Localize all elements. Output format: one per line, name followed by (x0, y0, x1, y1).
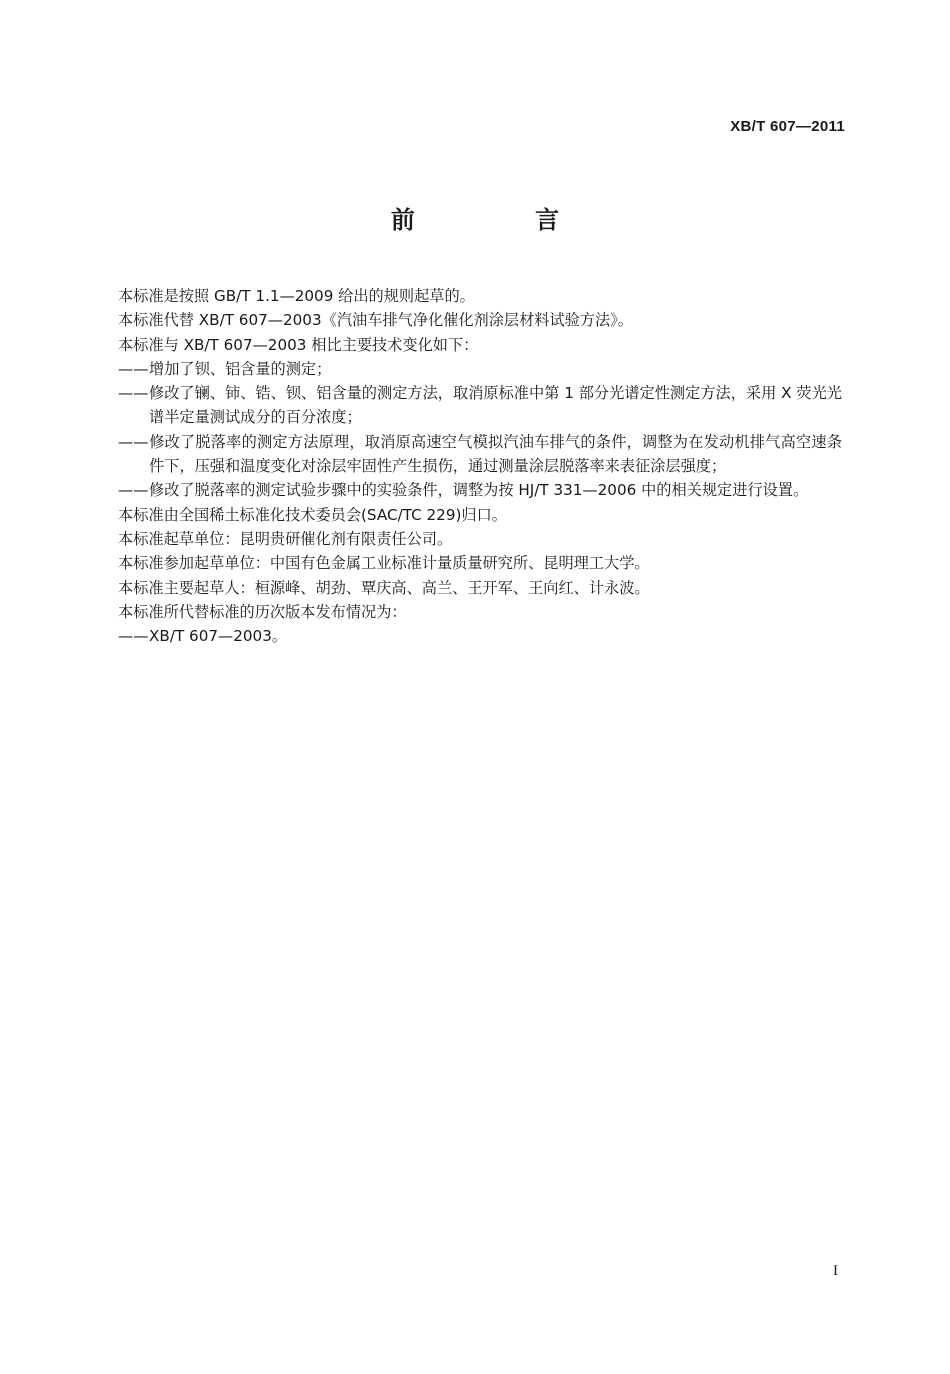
change-item (118, 478, 842, 502)
change-item-text: 修改了脱落率的测定方法原理，取消原高速空气模拟汽油车排气的条件，调整为在发动机排气高空速条件下，压强和温度变化对涂层牢固性产生损伤，通过测量涂层脱落率来表征涂层强度； (149, 432, 842, 476)
change-item (118, 430, 842, 479)
change-item-text: 修改了脱落率的测定试验步骤中的实验条件，调整为按 HJ/T 331—2006 中的相关规定进行设置。 (149, 481, 809, 500)
change-item-text: 修改了镧、铈、锆、钡、铝含量的测定方法，取消原标准中第 1 部分光谱定性测定方法，采用 X 荧光光谱半定量测试成分的百分浓度； (149, 384, 842, 427)
drafting-unit-paragraph: 本标准起草单位：昆明贵研催化剂有限责任公司。 (118, 529, 453, 548)
dash-marker: —— (118, 384, 149, 403)
history-item (118, 624, 842, 648)
page-title: 前 言 (390, 206, 616, 234)
change-item (118, 357, 842, 381)
drafters-paragraph: 本标准主要起草人：桓源峰、胡劲、覃庆高、高兰、王开军、王向红、计永波。 (118, 578, 650, 597)
committee-paragraph: 本标准由全国稀土标准化技术委员会(SAC/TC 229)归口。 (118, 505, 507, 524)
changes-intro-paragraph: 本标准与 XB/T 607—2003 相比主要技术变化如下： (118, 335, 479, 354)
history-intro-paragraph: 本标准所代替标准的历次版本发布情况为： (118, 602, 407, 621)
dash-marker: —— (118, 481, 149, 500)
foreword-body (118, 284, 842, 648)
change-item (118, 381, 842, 430)
drafting-rule-paragraph: 本标准是按照 GB/T 1.1—2009 给出的规则起草的。 (118, 287, 475, 305)
participating-units-paragraph: 本标准参加起草单位：中国有色金属工业标准计量质量研究所、昆明理工大学。 (118, 554, 650, 573)
standard-code: XB/T 607—2011 (730, 118, 845, 135)
replacement-paragraph: 本标准代替 XB/T 607—2003《汽油车排气净化催化剂涂层材料试验方法》。 (118, 311, 633, 330)
page-number: I (833, 1263, 838, 1279)
dash-marker: —— (118, 432, 149, 451)
dash-marker: —— (118, 359, 149, 378)
change-item-text: 增加了钡、铝含量的测定； (149, 359, 332, 378)
dash-marker: —— (118, 627, 149, 646)
history-item-text: XB/T 607—2003。 (149, 627, 288, 646)
